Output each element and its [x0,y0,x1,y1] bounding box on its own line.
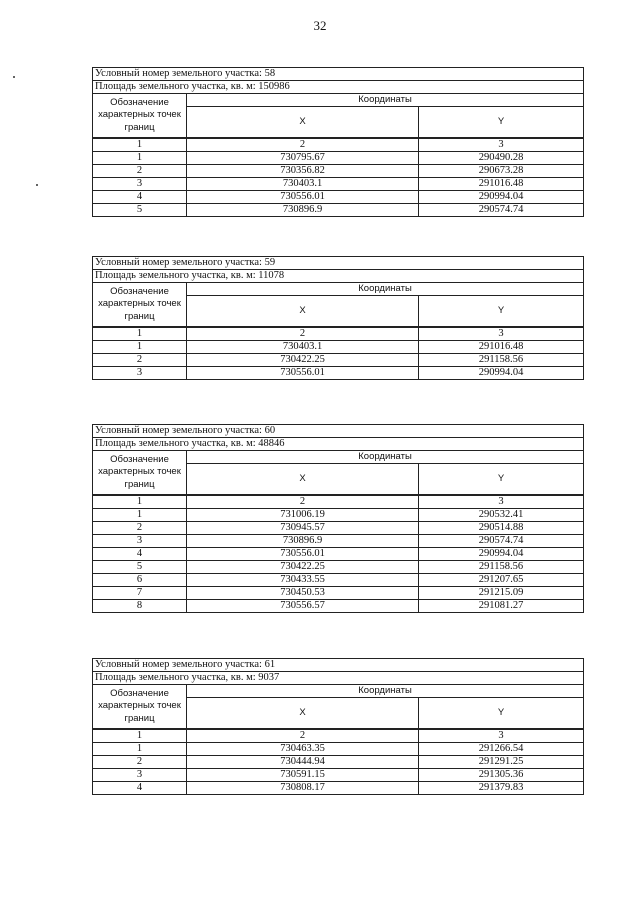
y-coordinate: 290994.04 [419,367,584,380]
column-number: 3 [419,495,584,509]
y-coordinate: 290574.74 [419,535,584,548]
table-row [93,522,584,535]
x-coordinate: 730795.67 [187,152,419,165]
point-number: 1 [93,743,187,756]
parcel-table [92,256,584,380]
parcel-title: Условный номер земельного участка: 58 [93,68,584,81]
point-designation-header: Обозначение характерных точек границ [93,685,187,730]
parcel-area: Площадь земельного участка, кв. м: 150986 [93,81,584,94]
column-number: 1 [93,495,187,509]
point-designation-header: Обозначение характерных точек границ [93,283,187,328]
column-number: 2 [187,138,419,152]
table-row [93,769,584,782]
y-header: Y [419,107,584,139]
table-row [93,165,584,178]
x-coordinate: 731006.19 [187,509,419,522]
x-header: X [187,296,419,328]
x-coordinate: 730556.57 [187,600,419,613]
point-number: 4 [93,191,187,204]
table-row [93,509,584,522]
table-row [93,548,584,561]
point-number: 3 [93,535,187,548]
x-coordinate: 730808.17 [187,782,419,795]
parcel-title: Условный номер земельного участка: 60 [93,425,584,438]
column-number: 2 [187,327,419,341]
point-number: 3 [93,769,187,782]
point-number: 4 [93,782,187,795]
column-number: 3 [419,138,584,152]
point-number: 3 [93,367,187,380]
x-header: X [187,464,419,496]
parcel-title: Условный номер земельного участка: 61 [93,659,584,672]
x-coordinate: 730356.82 [187,165,419,178]
x-coordinate: 730433.55 [187,574,419,587]
scan-speck [36,184,38,186]
x-coordinate: 730403.1 [187,178,419,191]
x-coordinate: 730556.01 [187,367,419,380]
point-number: 5 [93,561,187,574]
y-coordinate: 291266.54 [419,743,584,756]
table-row [93,535,584,548]
x-header: X [187,107,419,139]
point-designation-header: Обозначение характерных точек границ [93,451,187,496]
point-number: 4 [93,548,187,561]
point-number: 2 [93,165,187,178]
table-row [93,600,584,613]
x-coordinate: 730422.25 [187,561,419,574]
parcel-table [92,424,584,613]
column-number: 1 [93,327,187,341]
y-coordinate: 290514.88 [419,522,584,535]
table-row [93,191,584,204]
y-coordinate: 291305.36 [419,769,584,782]
table-row [93,152,584,165]
parcel-table [92,658,584,795]
x-coordinate: 730403.1 [187,341,419,354]
table-row [93,587,584,600]
table-row [93,574,584,587]
y-coordinate: 291016.48 [419,178,584,191]
table-row [93,756,584,769]
column-number: 3 [419,729,584,743]
x-coordinate: 730896.9 [187,535,419,548]
page-number: 32 [313,18,327,33]
table-row [93,743,584,756]
y-coordinate: 290994.04 [419,191,584,204]
x-header: X [187,698,419,730]
table-row [93,561,584,574]
table-row [93,178,584,191]
y-coordinate: 291291.25 [419,756,584,769]
point-number: 2 [93,522,187,535]
x-coordinate: 730444.94 [187,756,419,769]
table-row [93,204,584,217]
y-coordinate: 291081.27 [419,600,584,613]
table-row [93,782,584,795]
y-coordinate: 290490.28 [419,152,584,165]
parcel-area: Площадь земельного участка, кв. м: 9037 [93,672,584,685]
coordinates-header: Координаты [187,94,584,107]
x-coordinate: 730896.9 [187,204,419,217]
y-header: Y [419,464,584,496]
table-row [93,341,584,354]
point-number: 2 [93,354,187,367]
column-number: 1 [93,729,187,743]
parcel-table [92,67,584,217]
point-number: 5 [93,204,187,217]
coordinates-header: Координаты [187,451,584,464]
point-number: 3 [93,178,187,191]
y-header: Y [419,698,584,730]
x-coordinate: 730450.53 [187,587,419,600]
x-coordinate: 730556.01 [187,548,419,561]
x-coordinate: 730556.01 [187,191,419,204]
column-number: 2 [187,729,419,743]
x-coordinate: 730591.15 [187,769,419,782]
y-coordinate: 291016.48 [419,341,584,354]
point-number: 7 [93,587,187,600]
parcel-title: Условный номер земельного участка: 59 [93,257,584,270]
y-coordinate: 291158.56 [419,561,584,574]
table-row [93,354,584,367]
coordinates-header: Координаты [187,685,584,698]
y-coordinate: 290673.28 [419,165,584,178]
point-number: 2 [93,756,187,769]
y-header: Y [419,296,584,328]
parcel-area: Площадь земельного участка, кв. м: 48846 [93,438,584,451]
y-coordinate: 291215.09 [419,587,584,600]
y-coordinate: 290574.74 [419,204,584,217]
table-row [93,367,584,380]
y-coordinate: 290994.04 [419,548,584,561]
y-coordinate: 290532.41 [419,509,584,522]
point-number: 1 [93,341,187,354]
y-coordinate: 291379.83 [419,782,584,795]
point-number: 1 [93,509,187,522]
x-coordinate: 730422.25 [187,354,419,367]
parcel-area: Площадь земельного участка, кв. м: 11078 [93,270,584,283]
y-coordinate: 291207.65 [419,574,584,587]
x-coordinate: 730945.57 [187,522,419,535]
point-designation-header: Обозначение характерных точек границ [93,94,187,139]
point-number: 8 [93,600,187,613]
column-number: 3 [419,327,584,341]
scan-speck [13,76,15,78]
point-number: 6 [93,574,187,587]
x-coordinate: 730463.35 [187,743,419,756]
y-coordinate: 291158.56 [419,354,584,367]
column-number: 2 [187,495,419,509]
column-number: 1 [93,138,187,152]
point-number: 1 [93,152,187,165]
coordinates-header: Координаты [187,283,584,296]
